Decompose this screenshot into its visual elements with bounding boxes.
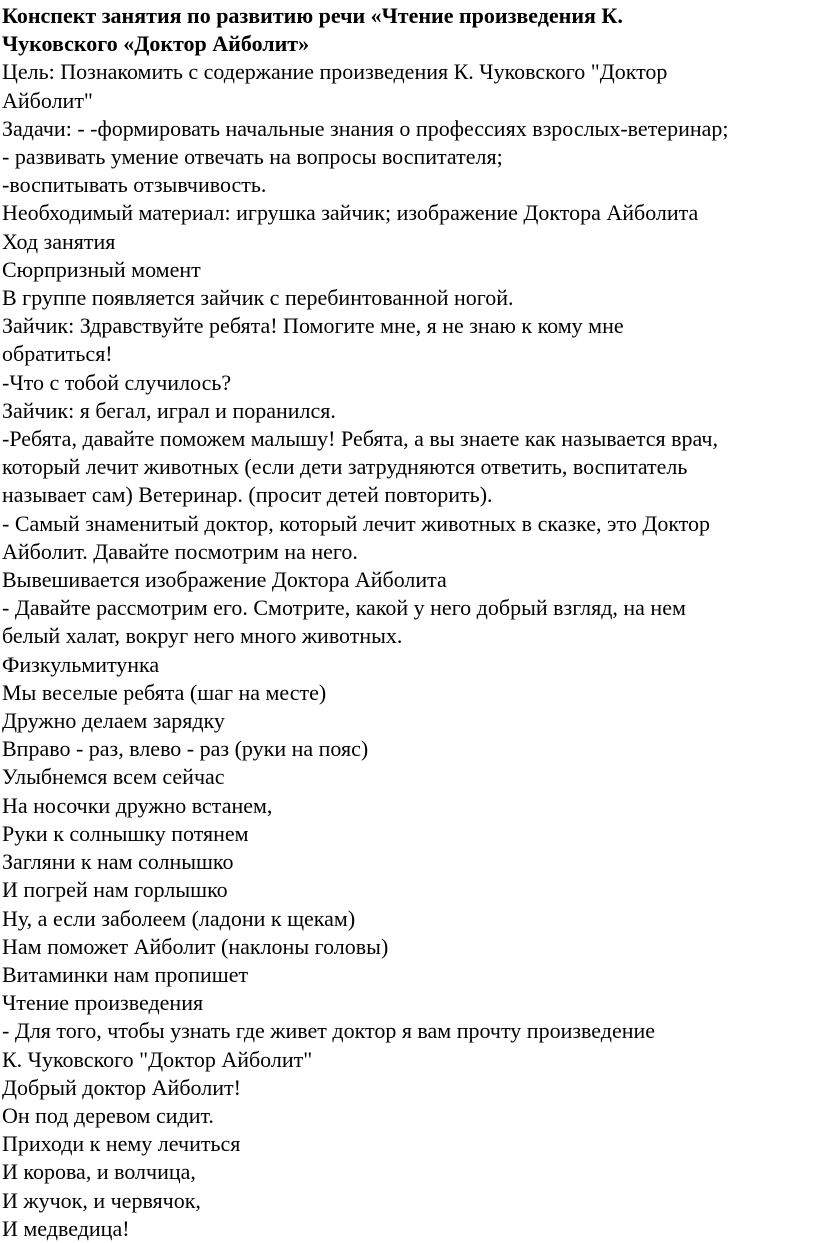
body-line: Айболит" [2,87,93,113]
body-line: И погрей нам горлышко [2,877,228,903]
body-line: Сюрпризный момент [2,256,201,282]
body-line: Зайчик: я бегал, играл и поранился. [2,397,336,423]
document-title-line-1: Конспект занятия по развитию речи «Чтение произведения К. [2,3,623,28]
body-line: Вывешивается изображение Доктора Айболита [2,567,447,593]
body-line: Ход занятия [2,228,116,254]
body-line: - Для того, чтобы узнать где живет доктор я вам прочту произведение [2,1018,656,1044]
body-line: Необходимый материал: игрушка зайчик; изображение Доктора Айболита [2,200,699,226]
body-line: Загляни к нам солнышко [2,849,234,875]
body-line: Он под деревом сидит. [2,1102,214,1128]
body-line: - Давайте рассмотрим его. Смотрите, какой у него добрый взгляд, на нем [2,595,686,621]
body-line: В группе появляется зайчик с перебинтованной ногой. [2,285,514,311]
body-line: И жучок, и червячок, [2,1187,201,1213]
body-line: -Что с тобой случилось? [2,369,232,395]
body-line: Нам поможет Айболит (наклоны головы) [2,933,389,959]
body-line: Приходи к нему лечиться [2,1131,241,1157]
body-line: Задачи: - -формировать начальные знания о профессиях взрослых-ветеринар; [2,115,729,141]
body-line: Чтение произведения [2,990,204,1016]
body-line: -Ребята, давайте поможем малышу! Ребята, а вы знаете как называется врач, [2,426,718,452]
body-line: который лечит животных (если дети затрудняются ответить, воспитатель [2,454,688,480]
body-line: Цель: Познакомить с содержание произведения К. Чуковского "Доктор [2,59,668,85]
body-line: И медведица! [2,1215,130,1241]
body-line: К. Чуковского "Доктор Айболит" [2,1046,313,1072]
body-line: Мы веселые ребята (шаг на месте) [2,679,327,705]
body-line: Физкульмитунка [2,651,160,677]
document-body [2,58,816,1243]
body-line: - развивать умение отвечать на вопросы воспитателя; [2,144,503,170]
body-line: Вправо - раз, влево - раз (руки на пояс) [2,736,369,762]
body-line: Айболит. Давайте посмотрим на него. [2,538,358,564]
body-line: Ну, а если заболеем (ладони к щекам) [2,905,356,931]
body-line: Добрый доктор Айболит! [2,1074,241,1100]
body-line: обратиться! [2,341,113,367]
body-line: Руки к солнышку потянем [2,820,249,846]
body-line: -воспитывать отзывчивость. [2,172,267,198]
document-title-line-2: Чуковского «Доктор Айболит» [2,31,310,57]
body-line: Зайчик: Здравствуйте ребята! Помогите мне, я не знаю к кому мне [2,313,624,339]
body-line: Дружно делаем зарядку [2,708,225,734]
body-line: Улыбнемся всем сейчас [2,764,225,790]
body-line: называет сам) Ветеринар. (просит детей повторить). [2,482,493,508]
body-line: На носочки дружно встанем, [2,792,273,818]
body-line: - Самый знаменитый доктор, который лечит животных в сказке, это Доктор [2,510,711,536]
body-line: белый халат, вокруг него много животных. [2,623,403,649]
body-line: И корова, и волчица, [2,1159,196,1185]
body-line: Витаминки нам пропишет [2,961,249,987]
